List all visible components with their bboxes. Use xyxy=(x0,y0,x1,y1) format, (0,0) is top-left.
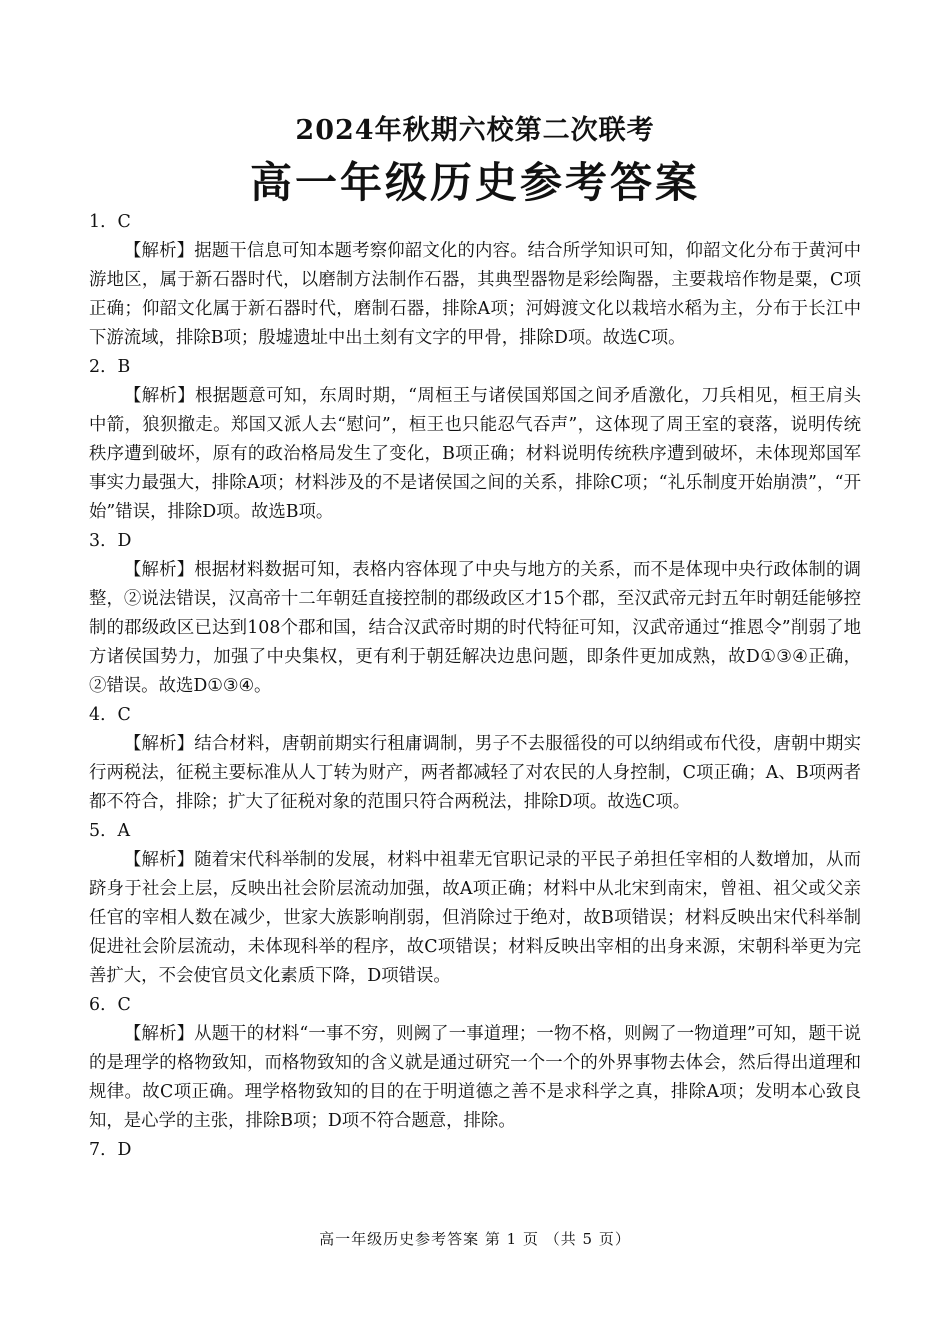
answer-key: 5．A xyxy=(89,821,131,841)
answer-key: 3．D xyxy=(89,531,132,551)
answer-explanation: 【解析】结合材料，唐朝前期实行租庸调制，男子不去服徭役的可以纳绢或布代役，唐朝中期实行两税法，征税主要标准从人丁转为财产，两者都减轻了对农民的人身控制，C项正确；A、B项两者都不符合，排除；扩大了征税对象的范围只符合两税法，排除D项。故选C项。 xyxy=(89,734,861,812)
answer-item-1 xyxy=(89,208,861,353)
answer-item-5 xyxy=(89,817,861,991)
answer-key: 1．C xyxy=(89,212,131,232)
answer-item-7 xyxy=(89,1136,861,1165)
answer-key: 6．C xyxy=(89,995,131,1015)
answer-key: 2．B xyxy=(89,357,131,377)
answer-item-3 xyxy=(89,527,861,701)
answer-explanation: 【解析】随着宋代科举制的发展，材料中祖辈无官职记录的平民子弟担任宰相的人数增加，从而跻身于社会上层，反映出社会阶层流动加强，故A项正确；材料中从北宋到南宋，曾祖、祖父或父亲任官的宰相人数在减少，世家大族影响削弱，但消除过于绝对，故B项错误；材料反映出宋代科举制促进社会阶层流动，未体现科举的程序，故C项错误；材料反映出宰相的出身来源，宋朝科举更为完善扩大，不会使官员文化素质下降，D项错误。 xyxy=(89,850,861,986)
answer-item-4 xyxy=(89,701,861,817)
answer-key: 7．D xyxy=(89,1140,132,1160)
answer-list xyxy=(89,208,861,1165)
page-footer: 高一年级历史参考答案 第 1 页 （共 5 页） xyxy=(319,1230,631,1248)
answer-item-6 xyxy=(89,991,861,1136)
answer-item-2 xyxy=(89,353,861,527)
answer-explanation: 【解析】根据材料数据可知，表格内容体现了中央与地方的关系，而不是体现中央行政体制的调整，②说法错误，汉高帝十二年朝廷直接控制的郡级政区才15个郡，至汉武帝元封五年时朝廷能够控制的郡级政区已达到108个郡和国，结合汉武帝时期的时代特征可知，汉武帝通过“推恩令”削弱了地方诸侯国势力，加强了中央集权，更有利于朝廷解决边患问题，即条件更加成熟，故D①③④正确，②错误。故选D①③④。 xyxy=(89,560,861,696)
answer-explanation: 【解析】从题干的材料“一事不穷，则阙了一事道理；一物不格，则阙了一物道理”可知，题干说的是理学的格物致知，而格物致知的含义就是通过研究一个一个的外界事物去体会，然后得出道理和规律。故C项正确。理学格物致知的目的在于明道德之善不是求科学之真，排除A项；发明本心致良知，是心学的主张，排除B项；D项不符合题意，排除。 xyxy=(89,1024,861,1131)
document-subtitle: 高一年级历史参考答案 xyxy=(249,158,700,207)
answer-explanation: 【解析】根据题意可知，东周时期，“周桓王与诸侯国郑国之间矛盾激化，刀兵相见，桓王肩头中箭，狼狈撤走。郑国又派人去“慰问”，桓王也只能忍气吞声”，这体现了周王室的衰落，说明传统秩序遭到破坏，原有的政治格局发生了变化，B项正确；材料说明传统秩序遭到破坏，未体现郑国军事实力最强大，排除A项；材料涉及的不是诸侯国之间的关系，排除C项；“礼乐制度开始崩溃”，“开始”错误，排除D项。故选B项。 xyxy=(89,386,861,522)
exam-title: 2024年秋期六校第二次联考 xyxy=(295,115,655,146)
answer-key: 4．C xyxy=(89,705,131,725)
answer-explanation: 【解析】据题干信息可知本题考察仰韶文化的内容。结合所学知识可知，仰韶文化分布于黄河中游地区，属于新石器时代，以磨制方法制作石器，其典型器物是彩绘陶器，主要栽培作物是粟，C项正确；仰韶文化属于新石器时代，磨制石器，排除A项；河姆渡文化以栽培水稻为主，分布于长江中下游流域，排除B项；殷墟遗址中出土刻有文字的甲骨，排除D项。故选C项。 xyxy=(89,241,861,348)
